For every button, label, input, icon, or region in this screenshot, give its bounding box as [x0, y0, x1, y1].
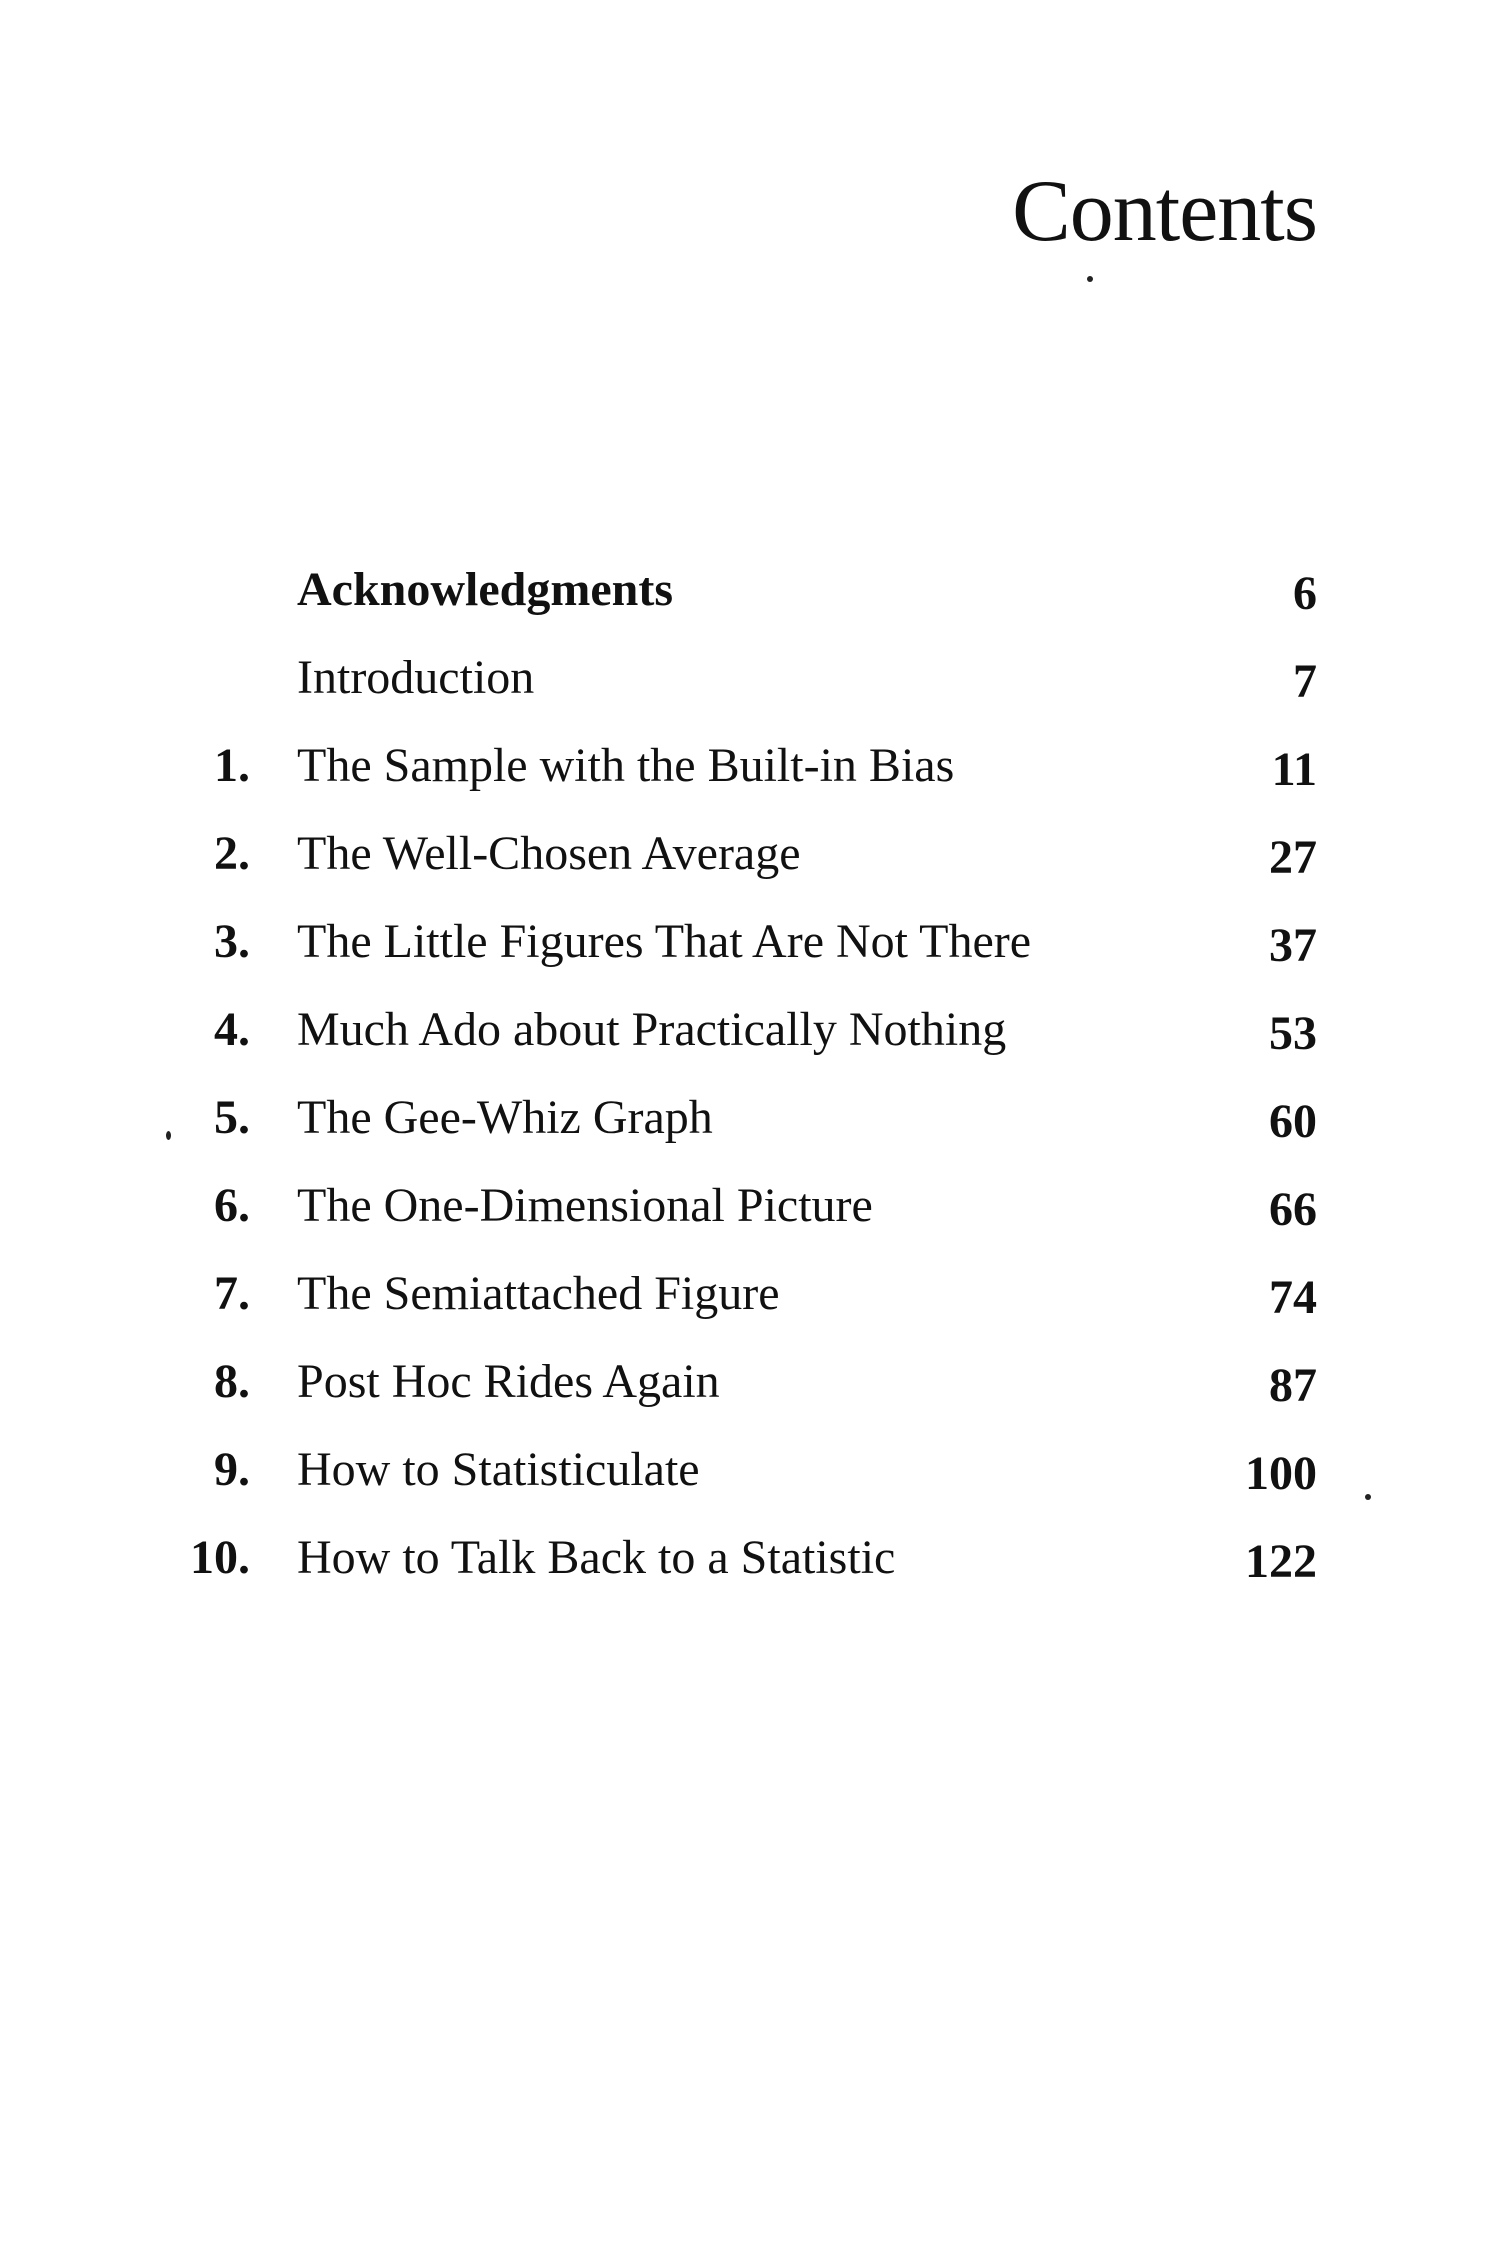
- toc-entry-number: 2.: [214, 827, 250, 880]
- toc-entry-number: 4.: [214, 1003, 250, 1056]
- toc-entry-chapter-5[interactable]: [0, 1076, 1512, 1164]
- toc-entry-number: 7.: [214, 1267, 250, 1320]
- toc-entry-chapter-2[interactable]: [0, 812, 1512, 900]
- toc-entry-page: 66: [1269, 1183, 1317, 1236]
- toc-entry-page: 87: [1269, 1359, 1317, 1412]
- scan-mark: [1365, 1494, 1371, 1500]
- toc-entry-page: 122: [1245, 1535, 1317, 1588]
- toc-entry-title: Acknowledgments: [297, 563, 674, 616]
- toc-entry-title: Post Hoc Rides Again: [297, 1355, 720, 1408]
- toc-entry-page: 6: [1293, 567, 1317, 620]
- toc-entry-page: 74: [1269, 1271, 1317, 1324]
- toc-entry-number: 10.: [190, 1531, 250, 1584]
- scan-mark: [166, 1131, 171, 1140]
- toc-entry-title: How to Talk Back to a Statistic: [297, 1531, 896, 1584]
- toc-entry-page: 11: [1271, 743, 1317, 796]
- toc-entry-title: The One-Dimensional Picture: [297, 1179, 873, 1232]
- toc-entry-page: 27: [1269, 831, 1317, 884]
- toc-entry-page: 7: [1293, 655, 1317, 708]
- toc-entry-page: 37: [1269, 919, 1317, 972]
- toc-entry-chapter-6[interactable]: [0, 1164, 1512, 1252]
- toc-entry-chapter-7[interactable]: [0, 1252, 1512, 1340]
- toc-entry-chapter-1[interactable]: [0, 724, 1512, 812]
- toc-entry-title: How to Statisticulate: [297, 1443, 700, 1496]
- toc-entry-number: 1.: [214, 739, 250, 792]
- toc-entry-title: The Gee-Whiz Graph: [297, 1091, 713, 1144]
- table-of-contents: [0, 548, 1512, 1604]
- toc-entry-number: 9.: [214, 1443, 250, 1496]
- toc-entry-page: 100: [1245, 1447, 1317, 1500]
- toc-entry-page: 60: [1269, 1095, 1317, 1148]
- toc-entry-chapter-10[interactable]: [0, 1516, 1512, 1604]
- toc-entry-number: 6.: [214, 1179, 250, 1232]
- toc-entry-title: Introduction: [297, 651, 535, 704]
- page-title: Contents: [1012, 163, 1317, 260]
- toc-entry-acknowledgments[interactable]: [0, 548, 1512, 636]
- toc-entry-title: The Little Figures That Are Not There: [297, 915, 1032, 968]
- toc-entry-number: 5.: [214, 1091, 250, 1144]
- toc-entry-title: The Well-Chosen Average: [297, 827, 801, 880]
- toc-entry-introduction[interactable]: [0, 636, 1512, 724]
- toc-entry-title: The Sample with the Built-in Bias: [297, 739, 955, 792]
- toc-entry-chapter-9[interactable]: [0, 1428, 1512, 1516]
- toc-entry-page: 53: [1269, 1007, 1317, 1060]
- toc-entry-number: 8.: [214, 1355, 250, 1408]
- title-dot-mark: [1087, 276, 1093, 282]
- toc-entry-number: 3.: [214, 915, 250, 968]
- toc-entry-chapter-3[interactable]: [0, 900, 1512, 988]
- toc-entry-chapter-4[interactable]: [0, 988, 1512, 1076]
- toc-entry-title: Much Ado about Practically Nothing: [297, 1003, 1007, 1056]
- toc-entry-chapter-8[interactable]: [0, 1340, 1512, 1428]
- toc-entry-title: The Semiattached Figure: [297, 1267, 780, 1320]
